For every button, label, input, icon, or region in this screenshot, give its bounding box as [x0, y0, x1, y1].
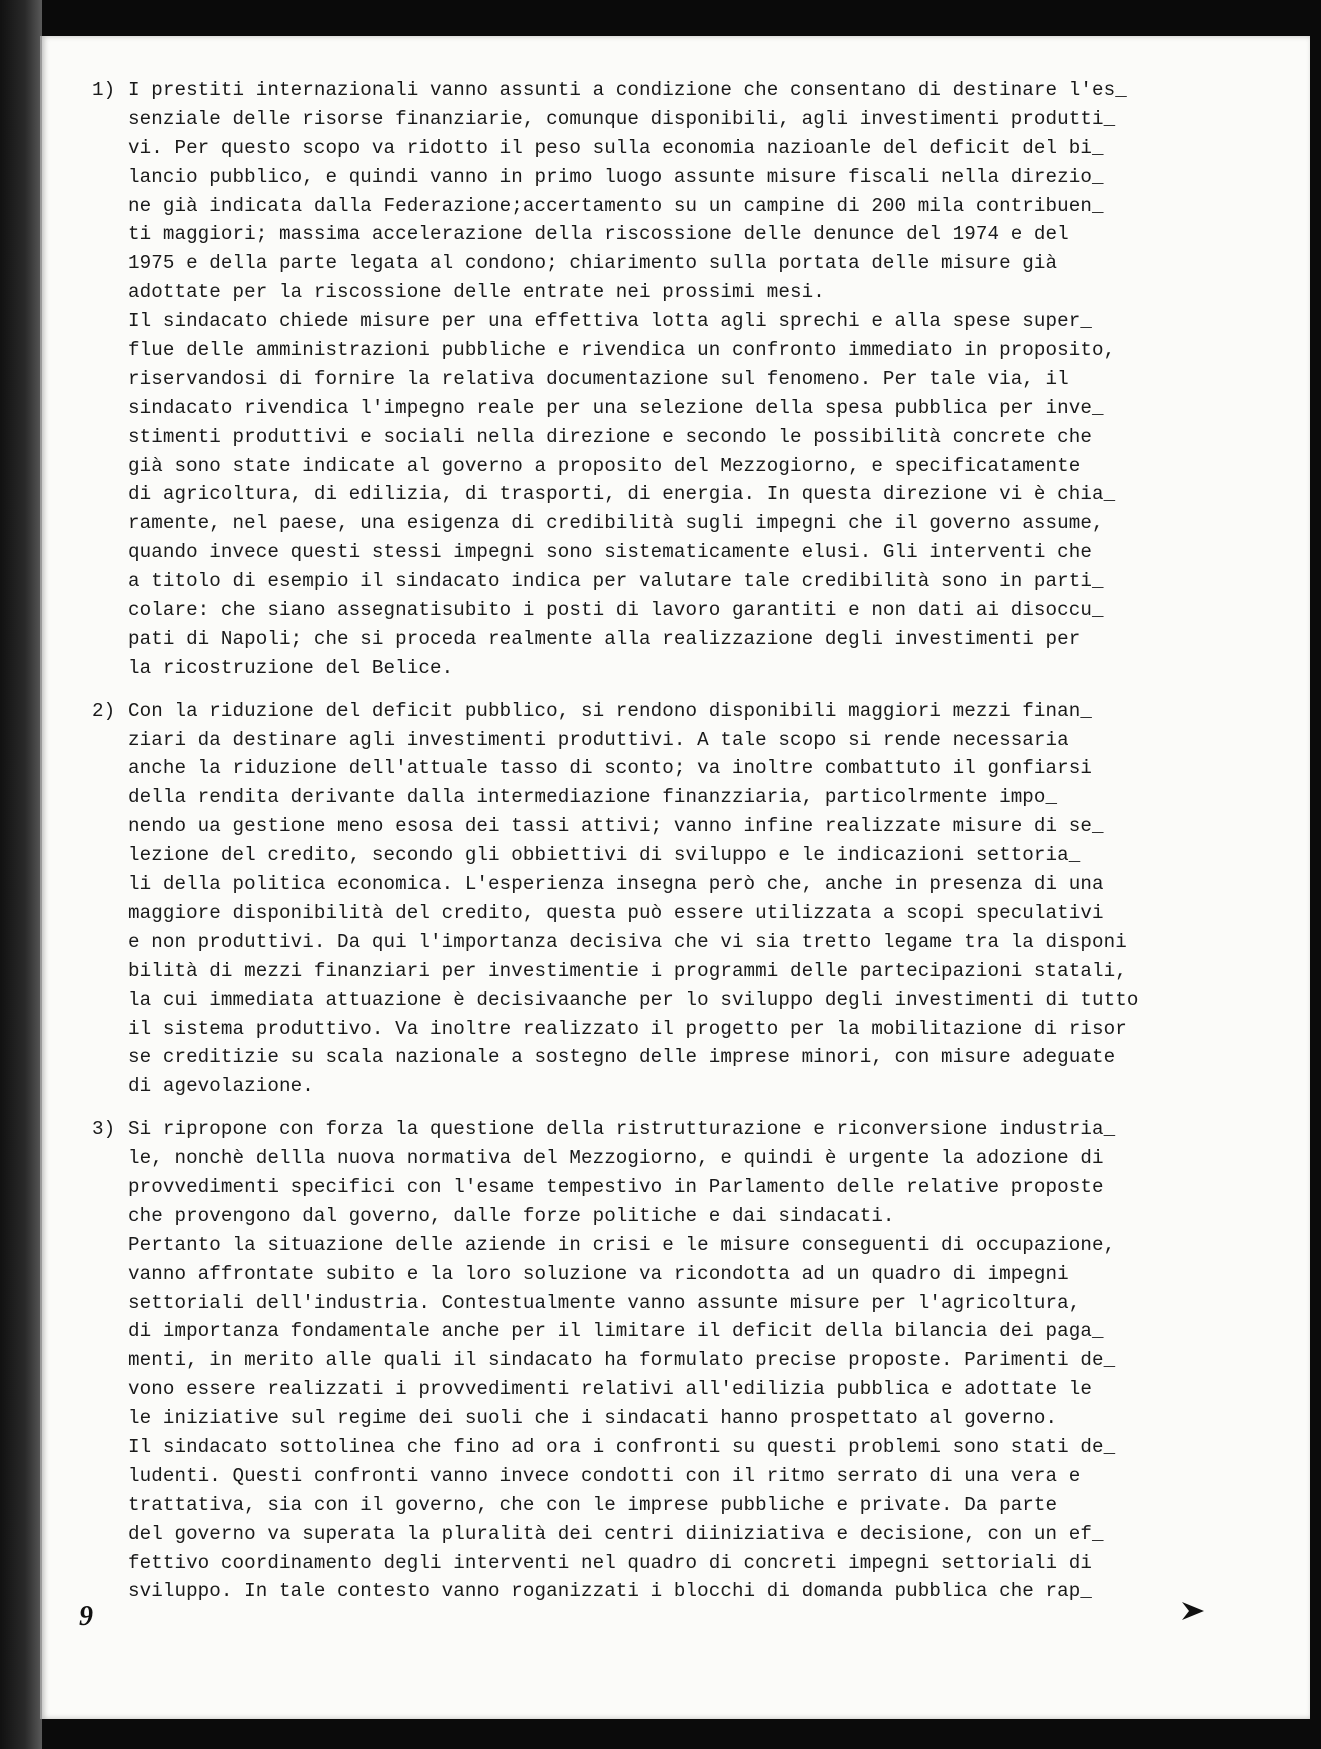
line-text: settoriali dell'industria. Contestualmente vanno assunte misure per l'agricoltura,	[128, 1291, 1081, 1314]
line-text: del governo va superata la pluralità dei centri diiniziativa e decisione, con un ef_	[128, 1522, 1104, 1545]
text-line	[92, 1043, 1252, 1072]
text-line	[92, 1520, 1252, 1549]
line-text: vi. Per questo scopo va ridotto il peso sulla economia nazioanle del deficit del bi_	[128, 136, 1104, 159]
text-line	[92, 697, 1252, 726]
text-line	[92, 480, 1252, 509]
text-line	[92, 394, 1252, 423]
line-text: riservandosi di fornire la relativa documentazione sul fenomeno. Per tale via, il	[128, 367, 1069, 390]
document-page	[40, 36, 1310, 1719]
text-line	[92, 1433, 1252, 1462]
line-text: la ricostruzione del Belice.	[128, 656, 454, 679]
line-text: ziari da destinare agli investimenti produttivi. A tale scopo si rende necessaria	[128, 728, 1069, 751]
text-line	[92, 1491, 1252, 1520]
text-line	[92, 220, 1252, 249]
line-text: di agricoltura, di edilizia, di trasporti, di energia. In questa direzione vi è chia_	[128, 483, 1116, 506]
text-line	[92, 1404, 1252, 1433]
text-line	[92, 841, 1252, 870]
line-text: Il sindacato sottolinea che fino ad ora i confronti su questi problemi sono stati de_	[128, 1435, 1116, 1458]
scan-border-top	[0, 0, 1321, 40]
line-text: il sistema produttivo. Va inoltre realizzato il progetto per la mobilitazione di risor	[128, 1017, 1127, 1040]
text-line	[92, 307, 1252, 336]
line-text: a titolo di esempio il sindacato indica per valutare tale credibilità sono in parti_	[128, 570, 1104, 593]
line-text: ramente, nel paese, una esigenza di credibilità sugli impegni che il governo assume,	[128, 512, 1104, 535]
text-line	[92, 726, 1252, 755]
text-line	[92, 1462, 1252, 1491]
text-line	[92, 654, 1252, 683]
scan-border-left	[0, 0, 42, 1749]
text-line	[92, 509, 1252, 538]
numbered-point	[92, 76, 1252, 683]
text-line	[92, 1231, 1252, 1260]
point-number: 2)	[92, 699, 116, 722]
line-text: Il sindacato chiede misure per una effettiva lotta agli sprechi e alla spese super_	[128, 310, 1092, 333]
text-line	[92, 76, 1252, 105]
line-text: pati di Napoli; che si proceda realmente alla realizzazione degli investimenti per	[128, 627, 1081, 650]
arrow-right-icon	[1180, 1600, 1206, 1622]
line-text: colare: che siano assegnatisubito i posti di lavoro garantiti e non dati ai disoccu_	[128, 599, 1104, 622]
text-line	[92, 928, 1252, 957]
line-text: quando invece questi stessi impegni sono sistematicamente elusi. Gli interventi che	[128, 541, 1092, 564]
text-line	[92, 1289, 1252, 1318]
text-line	[92, 278, 1252, 307]
text-line	[92, 596, 1252, 625]
line-text: trattativa, sia con il governo, che con le imprese pubbliche e private. Da parte	[128, 1493, 1058, 1516]
point-number: 3)	[92, 1118, 116, 1141]
text-line	[92, 783, 1252, 812]
line-text: provvedimenti specifici con l'esame tempestivo in Parlamento delle relative proposte	[128, 1175, 1104, 1198]
text-line	[92, 134, 1252, 163]
text-line	[92, 1346, 1252, 1375]
line-text: menti, in merito alle quali il sindacato ha formulato precise proposte. Parimenti de_	[128, 1349, 1116, 1372]
text-line	[92, 1375, 1252, 1404]
text-line	[92, 754, 1252, 783]
line-text: sindacato rivendica l'impegno reale per una selezione della spesa pubblica per inve_	[128, 396, 1104, 419]
line-text: Pertanto la situazione delle aziende in crisi e le misure conseguenti di occupazione,	[128, 1233, 1116, 1256]
line-text: le, nonchè dellla nuova normativa del Mezzogiorno, e quindi è urgente la adozione di	[128, 1147, 1104, 1170]
text-line	[92, 625, 1252, 654]
line-text: ne già indicata dalla Federazione;accertamento su un campine di 200 mila contribuen_	[128, 194, 1104, 217]
line-text: ti maggiori; massima accelerazione della riscossione delle denunce del 1974 e del	[128, 223, 1069, 246]
line-text: sviluppo. In tale contesto vanno roganizzati i blocchi di domanda pubblica che rap_	[128, 1580, 1092, 1603]
numbered-point	[92, 1115, 1252, 1606]
text-line	[92, 986, 1252, 1015]
text-line	[92, 538, 1252, 567]
line-text: bilità di mezzi finanziari per investimentie i programmi delle partecipazioni statali,	[128, 959, 1127, 982]
text-line	[92, 365, 1252, 394]
text-line	[92, 423, 1252, 452]
text-line	[92, 1577, 1252, 1606]
line-text: già sono state indicate al governo a proposito del Mezzogiorno, e specificatamente	[128, 454, 1081, 477]
text-line	[92, 1549, 1252, 1578]
line-text: e non produttivi. Da qui l'importanza decisiva che vi sia tretto legame tra la disponi	[128, 930, 1127, 953]
line-text: I prestiti internazionali vanno assunti a condizione che consentano di destinare l'es_	[128, 79, 1127, 101]
line-text: flue delle amministrazioni pubbliche e rivendica un confronto immediato in proposito,	[128, 339, 1116, 362]
line-text: anche la riduzione dell'attuale tasso di sconto; va inoltre combattuto il gonfiarsi	[128, 757, 1092, 780]
text-line	[92, 336, 1252, 365]
line-text: 1975 e della parte legata al condono; chiarimento sulla portata delle misure già	[128, 252, 1058, 275]
text-line	[92, 163, 1252, 192]
line-text: senziale delle risorse finanziarie, comunque disponibili, agli investimenti produtti_	[128, 107, 1116, 130]
line-text: fettivo coordinamento degli interventi nel quadro di concreti impegni settoriali di	[128, 1551, 1092, 1574]
line-text: stimenti produttivi e sociali nella direzione e secondo le possibilità concrete che	[128, 425, 1092, 448]
line-text: Con la riduzione del deficit pubblico, si rendono disponibili maggiori mezzi finan_	[128, 699, 1092, 722]
text-line	[92, 1015, 1252, 1044]
text-line	[92, 105, 1252, 134]
text-line	[92, 452, 1252, 481]
line-text: nendo ua gestione meno esosa dei tassi attivi; vanno infine realizzate misure di se_	[128, 815, 1104, 838]
line-text: che provengono dal governo, dalle forze politiche e dai sindacati.	[128, 1204, 895, 1227]
text-line	[92, 1144, 1252, 1173]
text-line	[92, 899, 1252, 928]
text-line	[92, 567, 1252, 596]
line-text: di agevolazione.	[128, 1075, 314, 1098]
text-line	[92, 1115, 1252, 1144]
text-line	[92, 870, 1252, 899]
line-text: vono essere realizzati i provvedimenti relativi all'edilizia pubblica e adottate le	[128, 1378, 1092, 1401]
text-line	[92, 812, 1252, 841]
line-text: Si ripropone con forza la questione della ristrutturazione e riconversione industria_	[128, 1118, 1116, 1141]
document-body	[92, 76, 1252, 1606]
text-line	[92, 249, 1252, 278]
line-text: se creditizie su scala nazionale a sostegno delle imprese minori, con misure adeguate	[128, 1046, 1116, 1069]
point-number: 1)	[92, 79, 116, 101]
text-line	[92, 1317, 1252, 1346]
line-text: le iniziative sul regime dei suoli che i sindacati hanno prospettato al governo.	[128, 1407, 1058, 1430]
text-line	[92, 1072, 1252, 1101]
line-text: la cui immediata attuazione è decisivaanche per lo sviluppo degli investimenti di tutto	[128, 988, 1139, 1011]
line-text: ludenti. Questi confronti vanno invece condotti con il ritmo serrato di una vera e	[128, 1464, 1081, 1487]
line-text: di importanza fondamentale anche per il limitare il deficit della bilancia dei paga_	[128, 1320, 1104, 1343]
line-text: adottate per la riscossione delle entrate nei prossimi mesi.	[128, 281, 825, 304]
line-text: lezione del credito, secondo gli obbiettivi di sviluppo e le indicazioni settoria_	[128, 844, 1081, 867]
line-text: lancio pubblico, e quindi vanno in primo luogo assunte misure fiscali nella direzio_	[128, 165, 1104, 188]
line-text: li della politica economica. L'esperienza insegna però che, anche in presenza di una	[128, 873, 1104, 896]
text-line	[92, 192, 1252, 221]
text-line	[92, 1173, 1252, 1202]
line-text: della rendita derivante dalla intermediazione finanzziaria, particolrmente impo_	[128, 786, 1058, 809]
line-text: maggiore disponibilità del credito, questa può essere utilizzata a scopi speculativi	[128, 901, 1104, 924]
text-line	[92, 1202, 1252, 1231]
page-number: 9	[79, 1601, 93, 1632]
numbered-point	[92, 697, 1252, 1101]
text-line	[92, 957, 1252, 986]
line-text: vanno affrontate subito e la loro soluzione va ricondotta ad un quadro di impegni	[128, 1262, 1069, 1285]
text-line	[92, 1260, 1252, 1289]
